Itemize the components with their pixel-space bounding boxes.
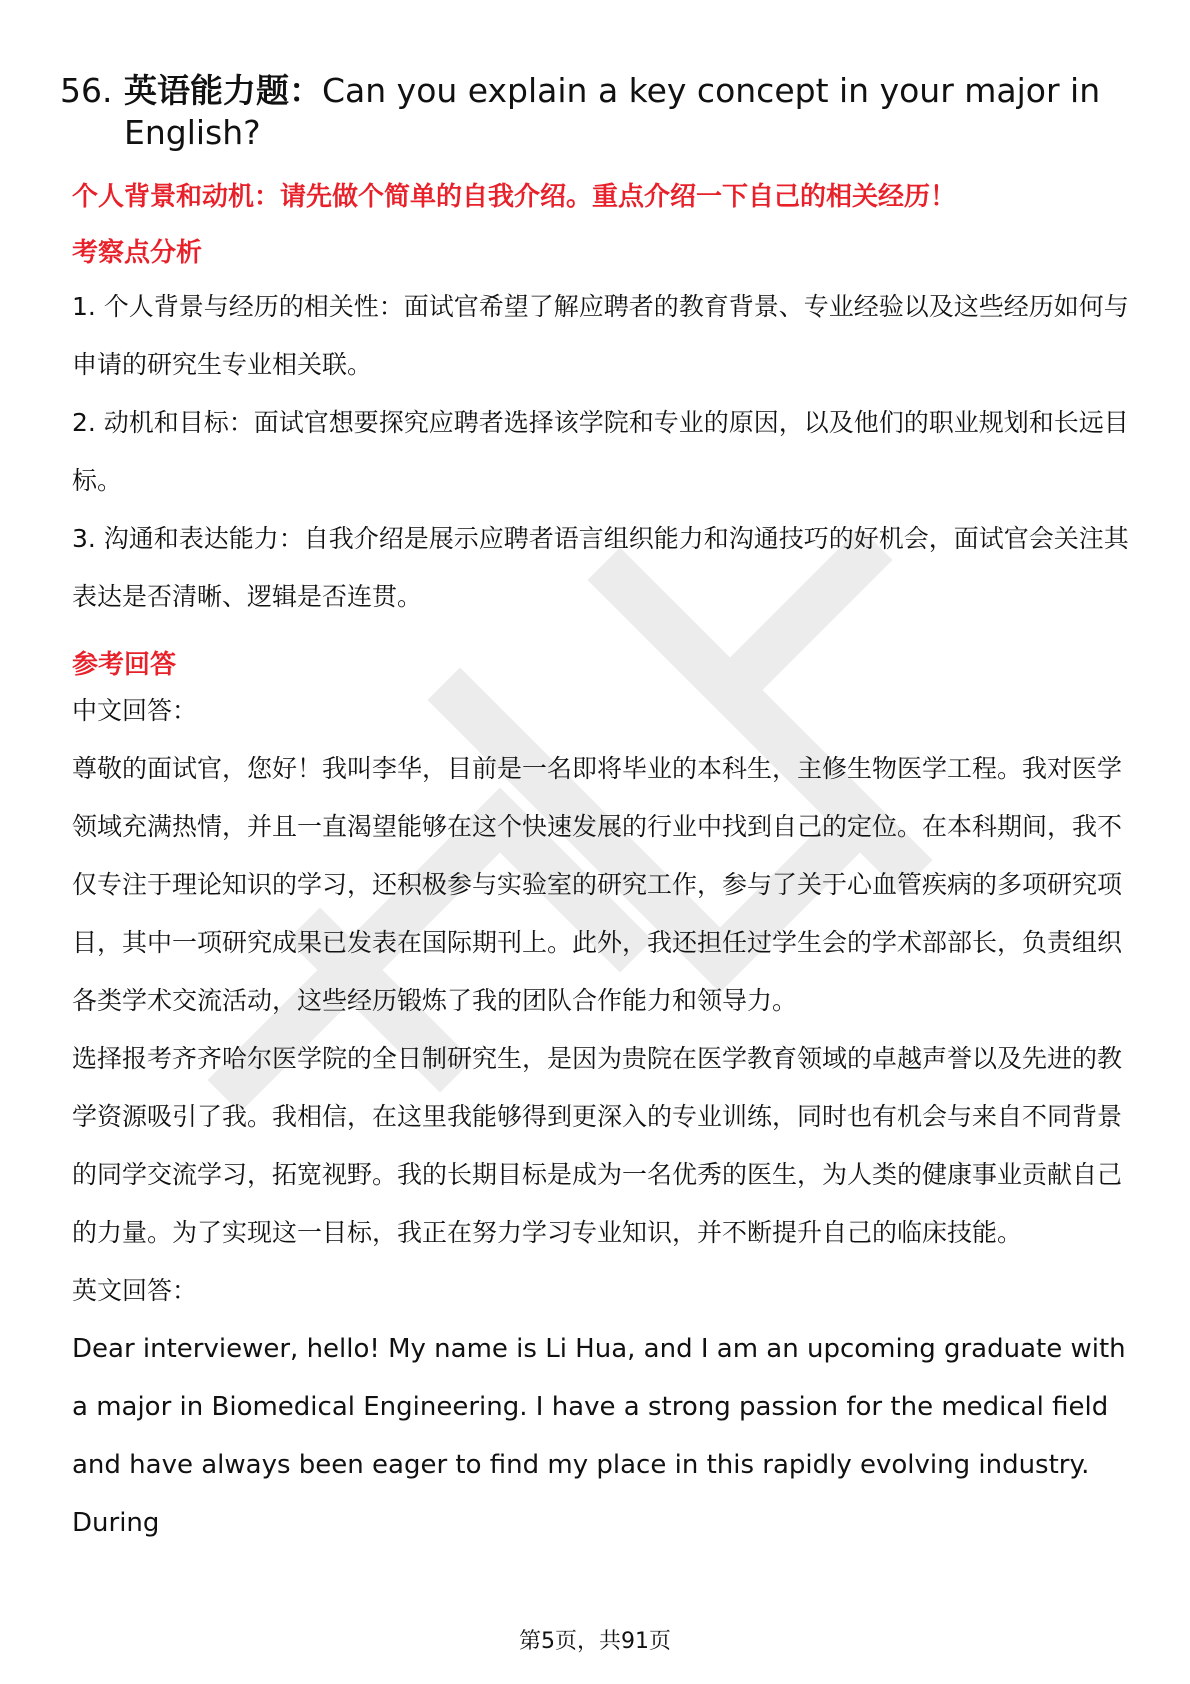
chinese-answer-paragraph-2: 选择报考齐齐哈尔医学院的全日制研究生，是因为贵院在医学教育领域的卓越声誉以及先进的教学资源吸引了我。我相信，在这里我能够得到更深入的专业训练，同时也有机会与来自不同背景的同学交流学习，拓宽视野。我的长期目标是成为一名优秀的医生，为人类的健康事业贡献自己的力量。为了实现这一目标，我正在努力学习专业知识，并不断提升自己的临床技能。 [72, 1044, 1123, 1247]
analysis-point-3: 3. 沟通和表达能力：自我介绍是展示应聘者语言组织能力和沟通技巧的好机会，面试官会关注其表达是否清晰、逻辑是否连贯。 [72, 524, 1129, 611]
page-footer: 第5页，共91页 [519, 1629, 671, 1654]
reference-heading: 参考回答 [72, 650, 177, 680]
english-answer-label: 英文回答： [72, 1276, 198, 1305]
analysis-heading: 考察点分析 [72, 238, 203, 268]
intro-heading: 个人背景和动机：请先做个简单的自我介绍。重点介绍一下自己的相关经历！ [72, 182, 957, 212]
question-text: Can you explain a key concept in your major in English? [124, 71, 1101, 152]
question-text-wrap [124, 70, 1132, 154]
analysis-point-1: 1. 个人背景与经历的相关性：面试官希望了解应聘者的教育背景、专业经验以及这些经历如何与申请的研究生专业相关联。 [72, 292, 1129, 379]
question-line [60, 70, 1132, 154]
chinese-answer-paragraph-1: 尊敬的面试官，您好！我叫李华，目前是一名即将毕业的本科生，主修生物医学工程。我对医学领域充满热情，并且一直渴望能够在这个快速发展的行业中找到自己的定位。在本科期间，我不仅专注于理论知识的学习，还积极参与实验室的研究工作，参与了关于心血管疾病的多项研究项目，其中一项研究成果已发表在国际期刊上。此外，我还担任过学生会的学术部部长，负责组织各类学术交流活动，这些经历锻炼了我的团队合作能力和领导力。 [72, 754, 1123, 1015]
question-prefix: 英语能力题： [124, 71, 322, 110]
analysis-point-2: 2. 动机和目标：面试官想要探究应聘者选择该学院和专业的原因，以及他们的职业规划和长远目标。 [72, 408, 1129, 495]
question-number: 56. [60, 71, 113, 110]
english-answer-paragraph: Dear interviewer, hello! My name is Li Hua, and I am an upcoming graduate with a major in Biomedical Engineering. I have a strong passion for the medical field and have always been eager to find my place in this rapidly evolving industry. During [72, 1334, 1126, 1538]
chinese-answer-label: 中文回答： [72, 696, 198, 725]
